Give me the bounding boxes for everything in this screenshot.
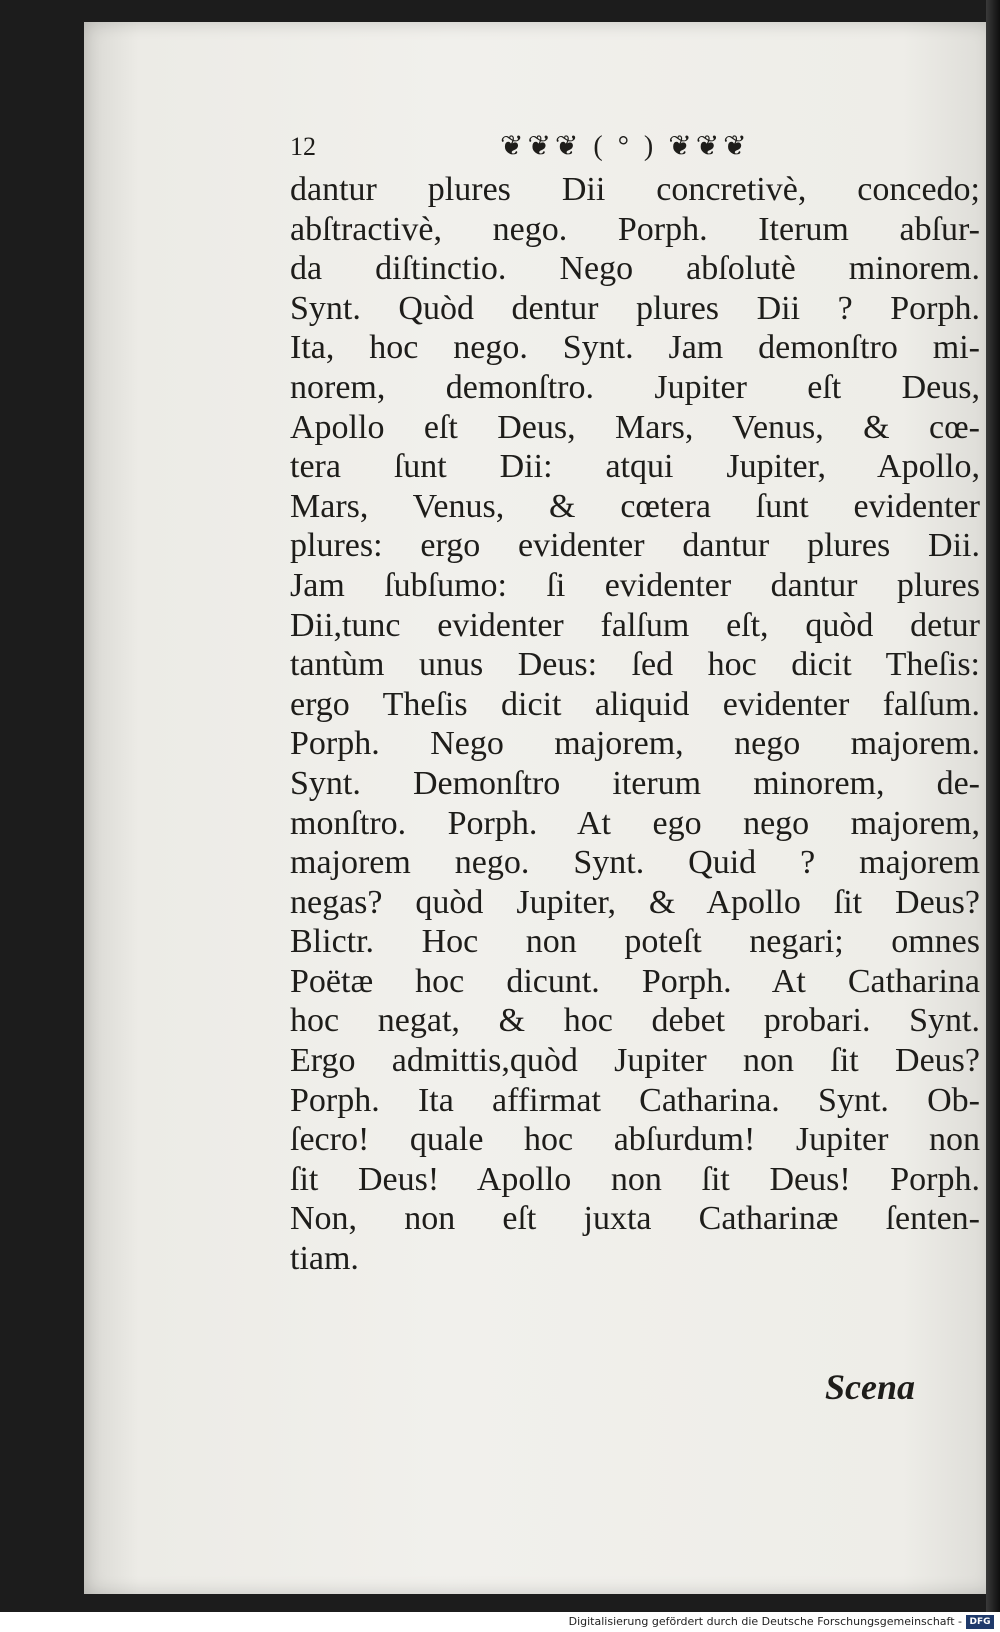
text-line: dantur plures Dii concretivè, concedo; [290,171,980,208]
text-line: Porph. Ita affirmat Catharina. Synt. Ob- [290,1081,980,1119]
text-line: abſtractivè, nego. Porph. Iterum abſur- [290,210,980,248]
text-line: negas? quòd Jupiter, & Apollo ſit Deus? [290,883,980,921]
body-text [290,170,980,1279]
header-ornament: ❦❦❦ ( ° ) ❦❦❦ [500,131,751,162]
text-line: Poëtæ hoc dicunt. Porph. At Catharina [290,962,980,1000]
text-line: ſit Deus! Apollo non ſit Deus! Porph. [290,1160,980,1198]
text-line: Ergo admittis,quòd Jupiter non ſit Deus? [290,1042,980,1080]
text-line: tantùm unus Deus: ſed hoc dicit Theſis: [290,646,980,684]
text-line: hoc negat, & hoc debet probari. Synt. [290,1002,980,1040]
text-line: Jam ſubſumo: ſi evidenter dantur plures [290,566,980,604]
text-line: majorem nego. Synt. Quid ? majorem [290,844,980,882]
page-header [290,126,970,168]
dfg-logo: DFG [966,1615,994,1629]
text-line: tera ſunt Dii: atqui Jupiter, Apollo, [290,448,980,486]
text-line: Apollo eſt Deus, Mars, Venus, & cœ- [290,408,980,446]
text-line: tiam. [290,1240,359,1278]
text-line: Mars, Venus, & cœtera ſunt evidenter [290,487,980,525]
page-number: 12 [290,132,316,161]
book-edge [986,0,1000,1612]
text-line: ergo Theſis dicit aliquid evidenter falſum. [290,685,980,723]
text-line: ſecro! quale hoc abſurdum! Jupiter non [290,1121,980,1159]
text-line: monſtro. Porph. At ego nego majorem, [290,804,980,842]
text-line: plures: ergo evidenter dantur plures Dii. [290,527,980,565]
text-line: Synt. Quòd dentur plures Dii ? Porph. [290,289,980,327]
text-line: Ita, hoc nego. Synt. Jam demonſtro mi- [290,329,980,367]
digitization-credit: Digitalisierung gefördert durch die Deutsche Forschungsgemeinschaft - [568,1615,962,1628]
text-line: Blictr. Hoc non poteſt negari; omnes [290,923,980,961]
text-line: Synt. Demonſtro iterum minorem, de- [290,764,980,802]
catchword: Scena [825,1367,915,1407]
text-line: Dii,tunc evidenter falſum eſt, quòd detur [290,606,980,644]
text-line: Non, non eſt juxta Catharinæ ſenten- [290,1200,980,1238]
text-line: da diſtinctio. Nego abſolutè minorem. [290,250,980,288]
text-line: norem, demonſtro. Jupiter eſt Deus, [290,368,980,406]
text-line: Porph. Nego majorem, nego majorem. [290,725,980,763]
